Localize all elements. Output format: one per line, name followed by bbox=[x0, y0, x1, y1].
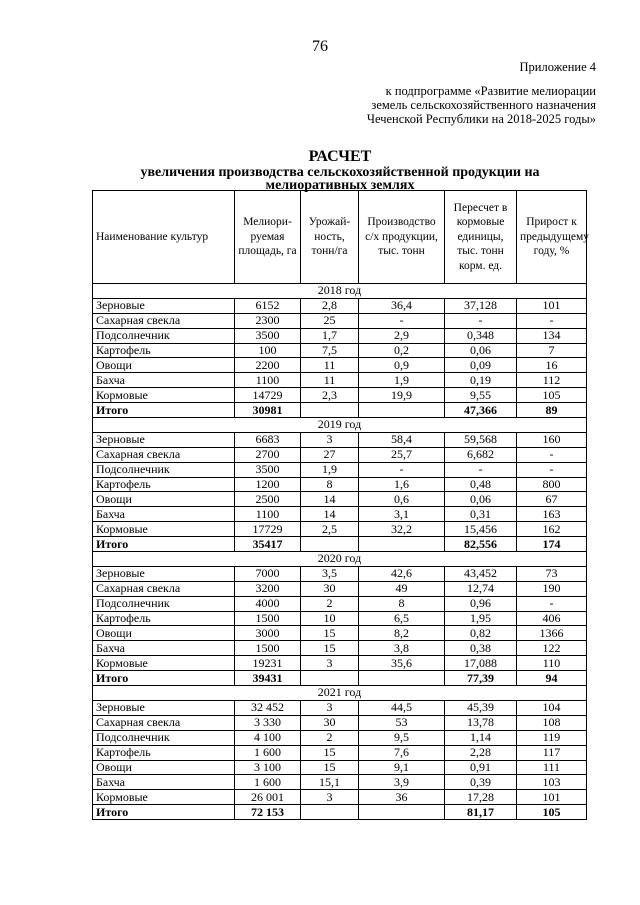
appendix-line: к подпрограмме «Развитие мелиорации bbox=[385, 84, 596, 98]
value-cell: - bbox=[445, 313, 517, 328]
value-cell: 39431 bbox=[235, 671, 301, 686]
table-row bbox=[93, 745, 587, 760]
crop-name-cell: Зерновые bbox=[93, 566, 235, 581]
value-cell: 190 bbox=[517, 581, 587, 596]
value-cell: 13,78 bbox=[445, 715, 517, 730]
value-cell: 4 100 bbox=[235, 730, 301, 745]
value-cell: 45,39 bbox=[445, 700, 517, 715]
value-cell: 12,74 bbox=[445, 581, 517, 596]
table-row bbox=[93, 730, 587, 745]
value-cell: 35,6 bbox=[359, 656, 445, 671]
value-cell: 0,19 bbox=[445, 373, 517, 388]
value-cell: 160 bbox=[517, 432, 587, 447]
value-cell: 1,95 bbox=[445, 611, 517, 626]
value-cell: 0,09 bbox=[445, 358, 517, 373]
page-number: 76 bbox=[312, 38, 328, 55]
value-cell: 6152 bbox=[235, 298, 301, 313]
value-cell: 2200 bbox=[235, 358, 301, 373]
value-cell: 1,7 bbox=[301, 328, 359, 343]
value-cell: 3,9 bbox=[359, 775, 445, 790]
value-cell: 0,348 bbox=[445, 328, 517, 343]
value-cell: 2,8 bbox=[301, 298, 359, 313]
value-cell: 17,088 bbox=[445, 656, 517, 671]
value-cell: 44,5 bbox=[359, 700, 445, 715]
value-cell: 0,91 bbox=[445, 760, 517, 775]
value-cell: 53 bbox=[359, 715, 445, 730]
crop-name-cell: Овощи bbox=[93, 492, 235, 507]
value-cell: 163 bbox=[517, 507, 587, 522]
value-cell: 117 bbox=[517, 745, 587, 760]
crop-name-cell: Овощи bbox=[93, 626, 235, 641]
value-cell: 11 bbox=[301, 373, 359, 388]
value-cell: 77,39 bbox=[445, 671, 517, 686]
crop-name-cell: Кормовые bbox=[93, 388, 235, 403]
value-cell: 30981 bbox=[235, 403, 301, 418]
header-feed-units: Пересчет в кормовые единицы, тыс. тонн корм. ед. bbox=[445, 191, 517, 284]
value-cell: 81,17 bbox=[445, 805, 517, 820]
value-cell: 14 bbox=[301, 507, 359, 522]
table-row bbox=[93, 760, 587, 775]
value-cell: 67 bbox=[517, 492, 587, 507]
value-cell: 3 bbox=[301, 700, 359, 715]
header-growth: Прирост к предыдущему году, % bbox=[517, 191, 587, 284]
value-cell: 32 452 bbox=[235, 700, 301, 715]
value-cell: 16 bbox=[517, 358, 587, 373]
crop-name-cell: Овощи bbox=[93, 760, 235, 775]
table-row bbox=[93, 596, 587, 611]
value-cell: 2,28 bbox=[445, 745, 517, 760]
value-cell: 15 bbox=[301, 760, 359, 775]
value-cell: 2 bbox=[301, 596, 359, 611]
value-cell: 7,5 bbox=[301, 343, 359, 358]
value-cell: 9,5 bbox=[359, 730, 445, 745]
value-cell: - bbox=[445, 462, 517, 477]
value-cell bbox=[301, 537, 359, 552]
value-cell: 174 bbox=[517, 537, 587, 552]
value-cell: - bbox=[517, 313, 587, 328]
value-cell: 3,1 bbox=[359, 507, 445, 522]
value-cell: 73 bbox=[517, 566, 587, 581]
value-cell: 3 bbox=[301, 432, 359, 447]
value-cell: 112 bbox=[517, 373, 587, 388]
value-cell: 2,9 bbox=[359, 328, 445, 343]
crop-name-cell: Бахча bbox=[93, 775, 235, 790]
value-cell: 6,682 bbox=[445, 447, 517, 462]
value-cell: - bbox=[517, 447, 587, 462]
value-cell: 1 600 bbox=[235, 745, 301, 760]
value-cell: 406 bbox=[517, 611, 587, 626]
table-row bbox=[93, 522, 587, 537]
value-cell: 1100 bbox=[235, 373, 301, 388]
year-row bbox=[93, 418, 587, 433]
value-cell: 11 bbox=[301, 358, 359, 373]
value-cell: 800 bbox=[517, 477, 587, 492]
value-cell: 3 330 bbox=[235, 715, 301, 730]
value-cell: 26 001 bbox=[235, 790, 301, 805]
value-cell: 3,8 bbox=[359, 641, 445, 656]
value-cell: 14 bbox=[301, 492, 359, 507]
value-cell: 35417 bbox=[235, 537, 301, 552]
value-cell: 72 153 bbox=[235, 805, 301, 820]
table-row bbox=[93, 388, 587, 403]
value-cell: 108 bbox=[517, 715, 587, 730]
crop-name-cell: Бахча bbox=[93, 507, 235, 522]
value-cell: 9,1 bbox=[359, 760, 445, 775]
value-cell: 89 bbox=[517, 403, 587, 418]
crop-name-cell: Итого bbox=[93, 671, 235, 686]
value-cell: 27 bbox=[301, 447, 359, 462]
value-cell: 37,128 bbox=[445, 298, 517, 313]
value-cell: 101 bbox=[517, 298, 587, 313]
value-cell: 0,38 bbox=[445, 641, 517, 656]
value-cell: 14729 bbox=[235, 388, 301, 403]
year-row bbox=[93, 284, 587, 299]
value-cell bbox=[301, 403, 359, 418]
header-production: Производство с/х продукции, тыс. тонн bbox=[359, 191, 445, 284]
value-cell: 1100 bbox=[235, 507, 301, 522]
value-cell bbox=[359, 805, 445, 820]
value-cell: 17,28 bbox=[445, 790, 517, 805]
value-cell: 0,31 bbox=[445, 507, 517, 522]
value-cell: 3500 bbox=[235, 328, 301, 343]
total-row bbox=[93, 671, 587, 686]
value-cell: 7 bbox=[517, 343, 587, 358]
crop-name-cell: Бахча bbox=[93, 373, 235, 388]
appendix-line: земель сельскохозяйственного назначения bbox=[371, 98, 596, 112]
value-cell: 104 bbox=[517, 700, 587, 715]
value-cell: 7,6 bbox=[359, 745, 445, 760]
value-cell: 8,2 bbox=[359, 626, 445, 641]
value-cell: 105 bbox=[517, 805, 587, 820]
value-cell: 7000 bbox=[235, 566, 301, 581]
value-cell: - bbox=[359, 313, 445, 328]
value-cell: 15 bbox=[301, 745, 359, 760]
value-cell: 2,5 bbox=[301, 522, 359, 537]
value-cell: 6,5 bbox=[359, 611, 445, 626]
value-cell: 2500 bbox=[235, 492, 301, 507]
value-cell: 15,456 bbox=[445, 522, 517, 537]
production-table bbox=[92, 190, 590, 820]
table-row bbox=[93, 477, 587, 492]
value-cell: 1366 bbox=[517, 626, 587, 641]
value-cell: 25,7 bbox=[359, 447, 445, 462]
value-cell: 15 bbox=[301, 641, 359, 656]
value-cell: 101 bbox=[517, 790, 587, 805]
value-cell bbox=[359, 671, 445, 686]
value-cell: 6683 bbox=[235, 432, 301, 447]
year-row bbox=[93, 686, 587, 701]
crop-name-cell: Итого bbox=[93, 403, 235, 418]
value-cell: 3200 bbox=[235, 581, 301, 596]
value-cell: 17729 bbox=[235, 522, 301, 537]
crop-name-cell: Бахча bbox=[93, 641, 235, 656]
value-cell: 1500 bbox=[235, 641, 301, 656]
year-label: 2019 год bbox=[93, 418, 587, 433]
value-cell: 0,48 bbox=[445, 477, 517, 492]
value-cell: 1200 bbox=[235, 477, 301, 492]
value-cell: 1,9 bbox=[359, 373, 445, 388]
value-cell: 134 bbox=[517, 328, 587, 343]
value-cell: 0,39 bbox=[445, 775, 517, 790]
value-cell: 1500 bbox=[235, 611, 301, 626]
value-cell: 3 100 bbox=[235, 760, 301, 775]
value-cell bbox=[359, 403, 445, 418]
value-cell: 0,2 bbox=[359, 343, 445, 358]
crop-name-cell: Подсолнечник bbox=[93, 328, 235, 343]
appendix-reference bbox=[367, 84, 596, 126]
header-area: Мелиори-руемая площадь, га bbox=[235, 191, 301, 284]
crop-name-cell: Картофель bbox=[93, 611, 235, 626]
table-row bbox=[93, 492, 587, 507]
table-row bbox=[93, 373, 587, 388]
value-cell: 1,9 bbox=[301, 462, 359, 477]
crop-name-cell: Картофель bbox=[93, 745, 235, 760]
table-body bbox=[93, 284, 587, 820]
total-row bbox=[93, 537, 587, 552]
table-row bbox=[93, 507, 587, 522]
value-cell bbox=[301, 671, 359, 686]
value-cell: 36,4 bbox=[359, 298, 445, 313]
value-cell: 111 bbox=[517, 760, 587, 775]
value-cell: 47,366 bbox=[445, 403, 517, 418]
crop-name-cell: Итого bbox=[93, 805, 235, 820]
table-row bbox=[93, 626, 587, 641]
value-cell: 15 bbox=[301, 626, 359, 641]
value-cell: 2 bbox=[301, 730, 359, 745]
value-cell: 1,6 bbox=[359, 477, 445, 492]
crop-name-cell: Подсолнечник bbox=[93, 596, 235, 611]
crop-name-cell: Зерновые bbox=[93, 700, 235, 715]
table-row bbox=[93, 715, 587, 730]
value-cell: 4000 bbox=[235, 596, 301, 611]
value-cell: 94 bbox=[517, 671, 587, 686]
value-cell: 3 bbox=[301, 656, 359, 671]
value-cell: 1 600 bbox=[235, 775, 301, 790]
table-row bbox=[93, 313, 587, 328]
value-cell bbox=[359, 537, 445, 552]
value-cell: 2700 bbox=[235, 447, 301, 462]
crop-name-cell: Картофель bbox=[93, 343, 235, 358]
value-cell: 0,82 bbox=[445, 626, 517, 641]
value-cell: 0,6 bbox=[359, 492, 445, 507]
value-cell: 8 bbox=[359, 596, 445, 611]
value-cell: 162 bbox=[517, 522, 587, 537]
table-row bbox=[93, 641, 587, 656]
value-cell: 100 bbox=[235, 343, 301, 358]
crop-name-cell: Сахарная свекла bbox=[93, 313, 235, 328]
value-cell: 3 bbox=[301, 790, 359, 805]
value-cell: 2300 bbox=[235, 313, 301, 328]
appendix-title: Приложение 4 bbox=[519, 60, 596, 74]
crop-name-cell: Подсолнечник bbox=[93, 730, 235, 745]
value-cell: 0,9 bbox=[359, 358, 445, 373]
document-title: РАСЧЕТ bbox=[308, 148, 372, 165]
table-row bbox=[93, 790, 587, 805]
crop-name-cell: Итого bbox=[93, 537, 235, 552]
table-row bbox=[93, 462, 587, 477]
value-cell: 59,568 bbox=[445, 432, 517, 447]
value-cell: 9,55 bbox=[445, 388, 517, 403]
crop-name-cell: Овощи bbox=[93, 358, 235, 373]
table-row bbox=[93, 581, 587, 596]
value-cell: 110 bbox=[517, 656, 587, 671]
crop-name-cell: Сахарная свекла bbox=[93, 581, 235, 596]
crop-name-cell: Подсолнечник bbox=[93, 462, 235, 477]
value-cell: 25 bbox=[301, 313, 359, 328]
value-cell: 3500 bbox=[235, 462, 301, 477]
table-row bbox=[93, 298, 587, 313]
crop-name-cell: Сахарная свекла bbox=[93, 715, 235, 730]
value-cell: 119 bbox=[517, 730, 587, 745]
value-cell: 32,2 bbox=[359, 522, 445, 537]
value-cell: 3000 bbox=[235, 626, 301, 641]
value-cell: 105 bbox=[517, 388, 587, 403]
table-row bbox=[93, 700, 587, 715]
table-header-row bbox=[93, 191, 587, 284]
value-cell: 3,5 bbox=[301, 566, 359, 581]
crop-name-cell: Сахарная свекла bbox=[93, 447, 235, 462]
document-subtitle bbox=[90, 166, 590, 192]
header-yield: Урожай-ность, тонн/га bbox=[301, 191, 359, 284]
table-row bbox=[93, 775, 587, 790]
table-row bbox=[93, 328, 587, 343]
value-cell: 2,3 bbox=[301, 388, 359, 403]
value-cell: 58,4 bbox=[359, 432, 445, 447]
subtitle-line: увеличения производства сельскохозяйственной продукции на bbox=[140, 165, 540, 180]
subtitle-line: мелиоративных землях bbox=[265, 178, 415, 193]
value-cell: 43,452 bbox=[445, 566, 517, 581]
value-cell: 8 bbox=[301, 477, 359, 492]
value-cell: 82,556 bbox=[445, 537, 517, 552]
value-cell: 19,9 bbox=[359, 388, 445, 403]
table-row bbox=[93, 566, 587, 581]
value-cell: 49 bbox=[359, 581, 445, 596]
value-cell: 30 bbox=[301, 715, 359, 730]
crop-name-cell: Зерновые bbox=[93, 432, 235, 447]
value-cell: 1,14 bbox=[445, 730, 517, 745]
table-row bbox=[93, 358, 587, 373]
value-cell: 42,6 bbox=[359, 566, 445, 581]
value-cell: 0,96 bbox=[445, 596, 517, 611]
year-label: 2020 год bbox=[93, 552, 587, 567]
year-label: 2021 год bbox=[93, 686, 587, 701]
crop-name-cell: Кормовые bbox=[93, 656, 235, 671]
value-cell: 19231 bbox=[235, 656, 301, 671]
value-cell: 36 bbox=[359, 790, 445, 805]
value-cell: 0,06 bbox=[445, 492, 517, 507]
crop-name-cell: Кормовые bbox=[93, 522, 235, 537]
crop-name-cell: Зерновые bbox=[93, 298, 235, 313]
value-cell: 103 bbox=[517, 775, 587, 790]
year-label: 2018 год bbox=[93, 284, 587, 299]
value-cell: 122 bbox=[517, 641, 587, 656]
table-row bbox=[93, 432, 587, 447]
value-cell: 30 bbox=[301, 581, 359, 596]
value-cell: 10 bbox=[301, 611, 359, 626]
crop-name-cell: Картофель bbox=[93, 477, 235, 492]
table-row bbox=[93, 611, 587, 626]
value-cell: - bbox=[359, 462, 445, 477]
table-row bbox=[93, 343, 587, 358]
value-cell: - bbox=[517, 596, 587, 611]
appendix-line: Чеченской Республики на 2018-2025 годы» bbox=[366, 112, 596, 126]
total-row bbox=[93, 403, 587, 418]
header-crop-name: Наименование культур bbox=[93, 191, 235, 284]
crop-name-cell: Кормовые bbox=[93, 790, 235, 805]
total-row bbox=[93, 805, 587, 820]
table-row bbox=[93, 656, 587, 671]
value-cell: 0,06 bbox=[445, 343, 517, 358]
table-row bbox=[93, 447, 587, 462]
value-cell bbox=[301, 805, 359, 820]
value-cell: 15,1 bbox=[301, 775, 359, 790]
year-row bbox=[93, 552, 587, 567]
value-cell: - bbox=[517, 462, 587, 477]
